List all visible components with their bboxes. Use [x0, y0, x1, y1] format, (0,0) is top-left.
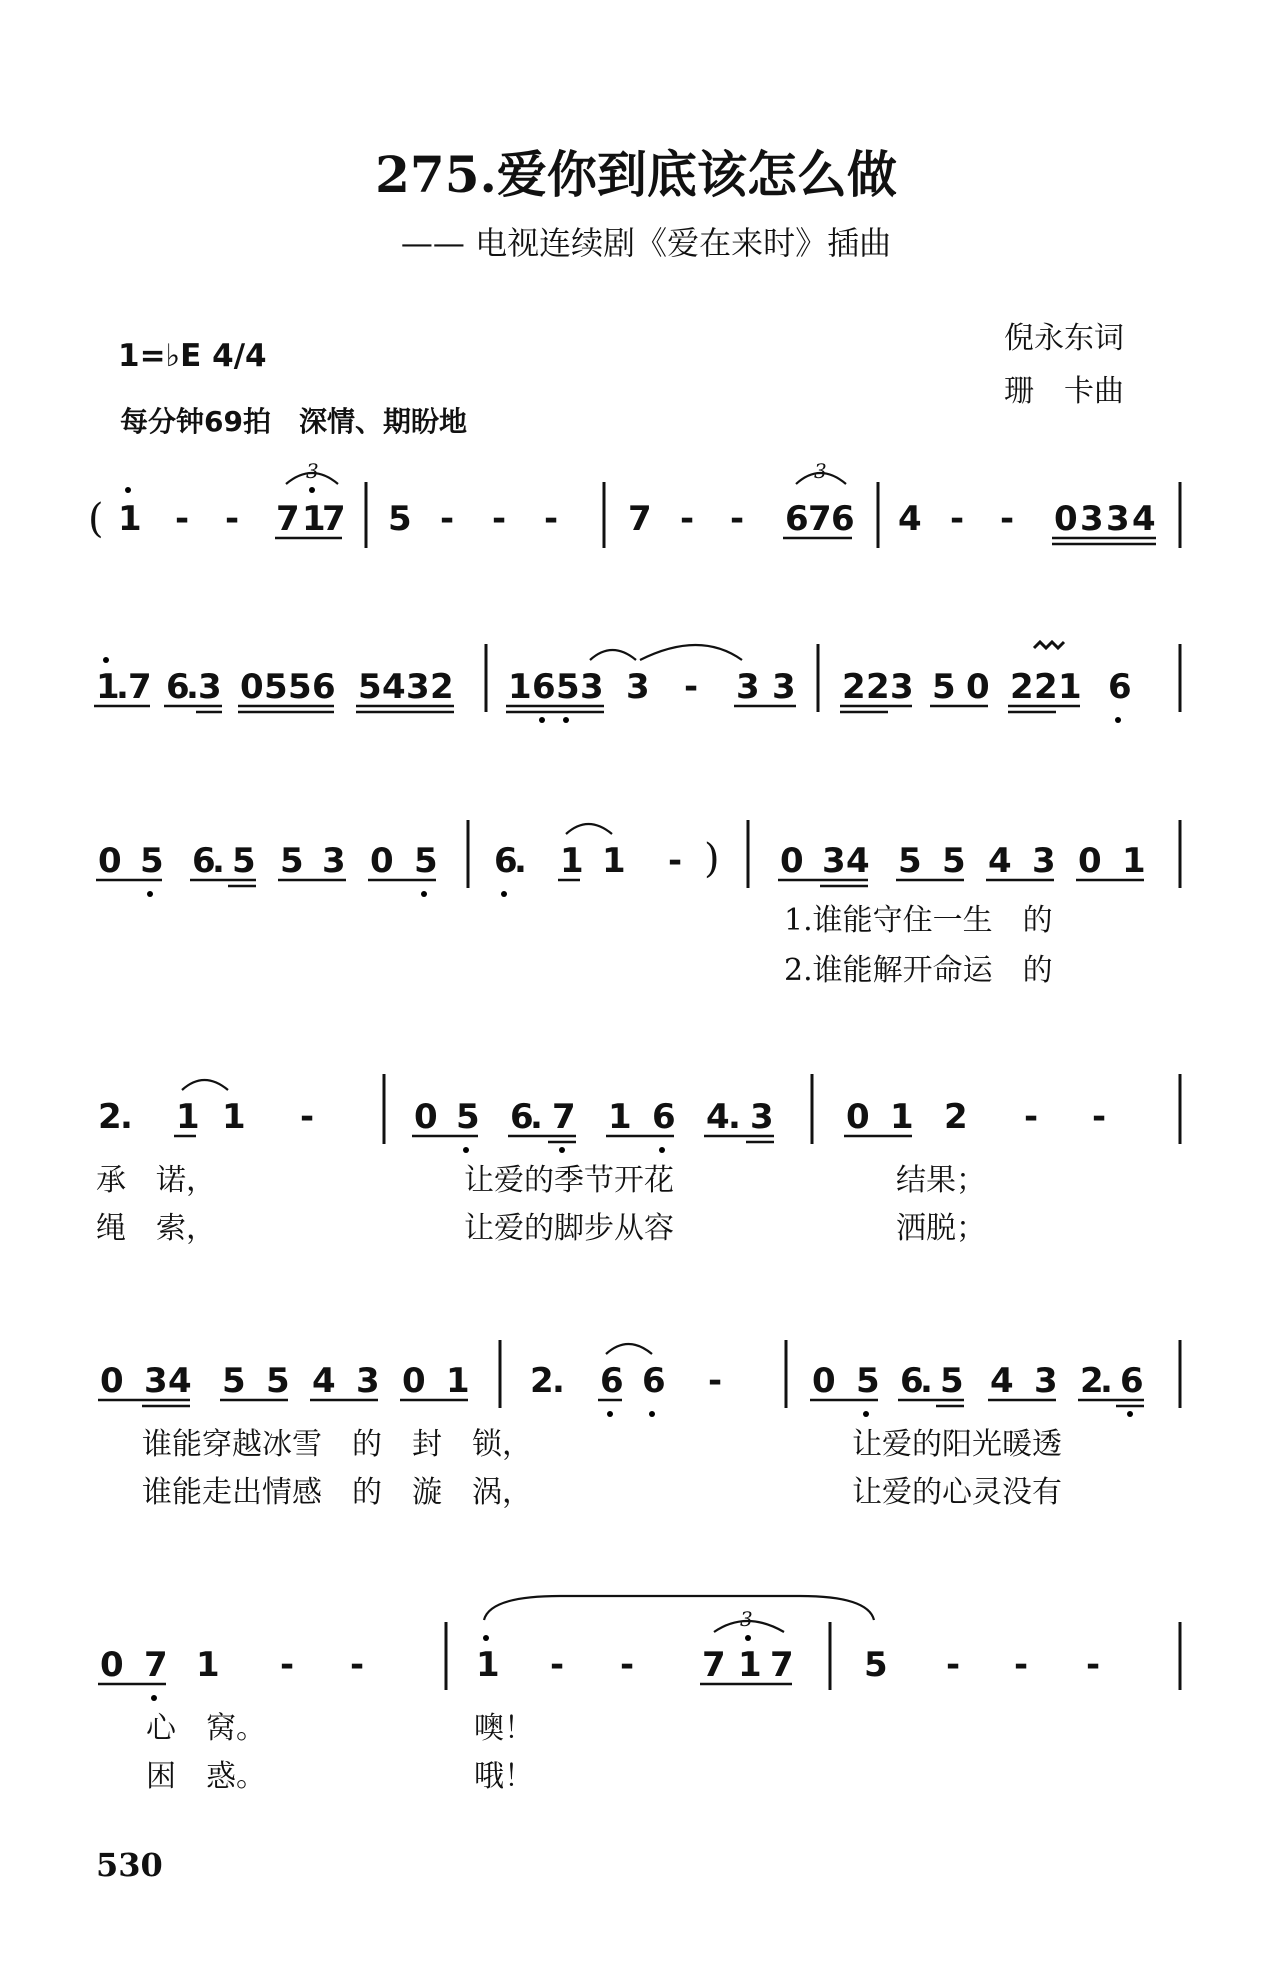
- note: 2: [866, 667, 890, 707]
- lyric-verse-1: 承 诺，: [96, 1163, 216, 1198]
- note: 2: [98, 1097, 122, 1137]
- note: 0: [414, 1097, 438, 1137]
- score-system-4: [96, 1074, 1180, 1246]
- note: 6: [652, 1097, 676, 1137]
- score-system-1: [88, 459, 1180, 548]
- tie: [640, 645, 742, 660]
- note: 2: [842, 667, 866, 707]
- note: 7: [276, 499, 300, 539]
- note: 7: [808, 499, 832, 539]
- note: 3: [322, 841, 346, 881]
- low-octave-dot: [539, 717, 545, 723]
- low-octave-dot: [649, 1411, 655, 1417]
- low-octave-dot: [863, 1411, 869, 1417]
- note: 6: [510, 1097, 534, 1137]
- note: 6: [532, 667, 556, 707]
- low-octave-dot: [659, 1147, 665, 1153]
- note: .: [530, 1097, 543, 1137]
- rest-dash: -: [300, 1097, 315, 1137]
- mordent-icon: [1034, 642, 1064, 648]
- note: 5: [942, 841, 966, 881]
- note: 5: [280, 841, 304, 881]
- note: 0: [812, 1361, 836, 1401]
- note: 4: [846, 841, 870, 881]
- lyric-verse-2: 2.谁能解开命运 的: [784, 953, 1053, 988]
- note: 6: [166, 667, 190, 707]
- note: 3: [1032, 841, 1056, 881]
- low-octave-dot: [607, 1411, 613, 1417]
- note: 3: [406, 667, 430, 707]
- note: 3: [1034, 1361, 1058, 1401]
- note: 5: [556, 667, 580, 707]
- note: 1: [302, 499, 326, 539]
- tie: [182, 1080, 228, 1090]
- note: 0: [370, 841, 394, 881]
- note: 7: [144, 1645, 168, 1685]
- lyric-verse-1: 让爱的阳光暖透: [852, 1427, 1062, 1462]
- note: 5: [288, 667, 312, 707]
- note: .: [120, 1097, 133, 1137]
- high-octave-dot: [483, 1635, 489, 1641]
- page-number: 530: [96, 1846, 163, 1884]
- note: .: [728, 1097, 741, 1137]
- note: 1: [602, 841, 626, 881]
- high-octave-dot: [745, 1635, 751, 1641]
- note: 5: [264, 667, 288, 707]
- rest-dash: -: [492, 499, 507, 539]
- note: 0: [1054, 499, 1078, 539]
- note: 3: [822, 841, 846, 881]
- note: 6: [1120, 1361, 1144, 1401]
- score-system-3: [96, 820, 1180, 988]
- rest-dash: -: [668, 841, 683, 881]
- note: 3: [736, 667, 760, 707]
- note: 4: [988, 841, 1012, 881]
- lyric-verse-1: 谁能穿越冰雪 的 封 锁，: [142, 1427, 532, 1462]
- lyric-verse-1: 1.谁能守住一生 的: [784, 903, 1053, 938]
- note: 3: [750, 1097, 774, 1137]
- note: 1: [176, 1097, 200, 1137]
- note: 7: [552, 1097, 576, 1137]
- score-system-5: [98, 1340, 1180, 1510]
- rest-dash: -: [620, 1645, 635, 1685]
- lyric-verse-1: 心 窝。: [146, 1711, 266, 1746]
- lyric-verse-2: 绳 索，: [96, 1211, 216, 1246]
- low-octave-dot: [1127, 1411, 1133, 1417]
- note: 6: [785, 499, 809, 539]
- note: 1: [608, 1097, 632, 1137]
- lyric-verse-2: 哦！: [474, 1759, 534, 1794]
- rest-dash: -: [544, 499, 559, 539]
- high-octave-dot: [125, 487, 131, 493]
- rest-dash: -: [730, 499, 745, 539]
- note: 1: [1058, 667, 1082, 707]
- note: 3: [1106, 499, 1130, 539]
- note: .: [514, 841, 527, 881]
- low-octave-dot: [421, 891, 427, 897]
- note: 2: [1034, 667, 1058, 707]
- note: 0: [98, 841, 122, 881]
- note: 3: [1080, 499, 1104, 539]
- low-octave-dot: [463, 1147, 469, 1153]
- note: 7: [628, 499, 652, 539]
- low-octave-dot: [563, 717, 569, 723]
- low-octave-dot: [151, 1695, 157, 1701]
- note: 0: [100, 1645, 124, 1685]
- note: 3: [356, 1361, 380, 1401]
- note: 5: [388, 499, 412, 539]
- tie: [606, 1344, 652, 1354]
- note: 7: [322, 499, 346, 539]
- rest-dash: -: [225, 499, 240, 539]
- note: 1: [96, 667, 120, 707]
- low-octave-dot: [559, 1147, 565, 1153]
- note: 4: [990, 1361, 1014, 1401]
- note: .: [552, 1361, 565, 1401]
- note: 7: [770, 1645, 794, 1685]
- song-title: 275.爱你到底该怎么做: [375, 145, 897, 204]
- note: 1: [118, 499, 142, 539]
- low-octave-dot: [1115, 717, 1121, 723]
- note: 5: [456, 1097, 480, 1137]
- note: 4: [898, 499, 922, 539]
- note: 1: [196, 1645, 220, 1685]
- note: .: [1100, 1361, 1113, 1401]
- song-subtitle: —— 电视连续剧《爱在来时》插曲: [400, 224, 892, 262]
- note: 3: [198, 667, 222, 707]
- note: 6: [192, 841, 216, 881]
- lyric-verse-2: 让爱的脚步从容: [464, 1211, 674, 1246]
- note: 5: [414, 841, 438, 881]
- note: 5: [232, 841, 256, 881]
- high-octave-dot: [309, 487, 315, 493]
- lyric-verse-1: 让爱的季节开花: [464, 1163, 674, 1198]
- score-system-2: [94, 642, 1180, 723]
- rest-dash: -: [1086, 1645, 1101, 1685]
- note: 1: [508, 667, 532, 707]
- note: 2: [430, 667, 454, 707]
- note: 0: [240, 667, 264, 707]
- rest-dash: -: [1014, 1645, 1029, 1685]
- note: 0: [846, 1097, 870, 1137]
- note: 6: [600, 1361, 624, 1401]
- rest-dash: -: [550, 1645, 565, 1685]
- note: 3: [144, 1361, 168, 1401]
- triplet-3-icon: 3: [306, 459, 319, 483]
- note: 5: [266, 1361, 290, 1401]
- note: .: [116, 667, 129, 707]
- note: 5: [898, 841, 922, 881]
- rest-dash: -: [680, 499, 695, 539]
- note: 6: [900, 1361, 924, 1401]
- lyric-verse-2: 困 惑。: [146, 1759, 266, 1794]
- triplet-3-icon: 3: [740, 1607, 753, 1631]
- note: 4: [1132, 499, 1156, 539]
- rest-dash: -: [1092, 1097, 1107, 1137]
- tie: [590, 650, 636, 660]
- note: 6: [312, 667, 336, 707]
- low-octave-dot: [147, 891, 153, 897]
- note: 6: [831, 499, 855, 539]
- triplet-3-icon: 3: [814, 459, 827, 483]
- note: 1: [1122, 841, 1146, 881]
- close-parenthesis: ): [704, 836, 720, 882]
- lyric-verse-1: 结果；: [896, 1163, 986, 1198]
- note: 1: [446, 1361, 470, 1401]
- lyric-verse-2: 谁能走出情感 的 漩 涡，: [142, 1475, 532, 1510]
- open-parenthesis: (: [88, 496, 104, 542]
- rest-dash: -: [946, 1645, 961, 1685]
- note: 6: [642, 1361, 666, 1401]
- note: 4: [382, 667, 406, 707]
- note: 2: [1080, 1361, 1104, 1401]
- note: 4: [168, 1361, 192, 1401]
- note: 4: [706, 1097, 730, 1137]
- lyric-verse-1: 噢！: [474, 1711, 534, 1746]
- note: 4: [312, 1361, 336, 1401]
- rest-dash: -: [440, 499, 455, 539]
- note: 2: [530, 1361, 554, 1401]
- tie: [566, 824, 612, 834]
- rest-dash: -: [350, 1645, 365, 1685]
- note: 0: [780, 841, 804, 881]
- note: 5: [358, 667, 382, 707]
- note: 0: [100, 1361, 124, 1401]
- note: 5: [222, 1361, 246, 1401]
- note: 5: [856, 1361, 880, 1401]
- rest-dash: -: [175, 499, 190, 539]
- note: 0: [966, 667, 990, 707]
- note: .: [186, 667, 199, 707]
- note: 0: [402, 1361, 426, 1401]
- note: 3: [580, 667, 604, 707]
- rest-dash: -: [280, 1645, 295, 1685]
- note: .: [212, 841, 225, 881]
- note: 3: [626, 667, 650, 707]
- note: .: [920, 1361, 933, 1401]
- note: 2: [1010, 667, 1034, 707]
- rest-dash: -: [1000, 499, 1015, 539]
- note: 1: [222, 1097, 246, 1137]
- note: 5: [140, 841, 164, 881]
- note: 3: [890, 667, 914, 707]
- lyric-verse-2: 让爱的心灵没有: [852, 1475, 1062, 1510]
- note: 3: [772, 667, 796, 707]
- note: 1: [890, 1097, 914, 1137]
- note: 7: [702, 1645, 726, 1685]
- note: 6: [1108, 667, 1132, 707]
- high-octave-dot: [103, 657, 109, 663]
- note: 6: [494, 841, 518, 881]
- phrase-slur: [484, 1596, 874, 1620]
- composer-credit: 珊 卡曲: [1004, 374, 1124, 409]
- rest-dash: -: [684, 667, 699, 707]
- rest-dash: -: [950, 499, 965, 539]
- note: 7: [128, 667, 152, 707]
- note: 5: [864, 1645, 888, 1685]
- low-octave-dot: [501, 891, 507, 897]
- key-signature: 1=♭E 4/4: [118, 338, 267, 374]
- lyricist-credit: 倪永东词: [1004, 321, 1124, 356]
- rest-dash: -: [1024, 1097, 1039, 1137]
- note: 1: [738, 1645, 762, 1685]
- note: 2: [944, 1097, 968, 1137]
- lyric-verse-2: 洒脱；: [896, 1211, 986, 1246]
- tempo-marking: 每分钟69拍 深情、期盼地: [120, 405, 467, 438]
- rest-dash: -: [708, 1361, 723, 1401]
- note: 5: [932, 667, 956, 707]
- note: 1: [560, 841, 584, 881]
- note: 5: [940, 1361, 964, 1401]
- note: 0: [1078, 841, 1102, 881]
- note: 1: [476, 1645, 500, 1685]
- score-system-6: [98, 1596, 1180, 1794]
